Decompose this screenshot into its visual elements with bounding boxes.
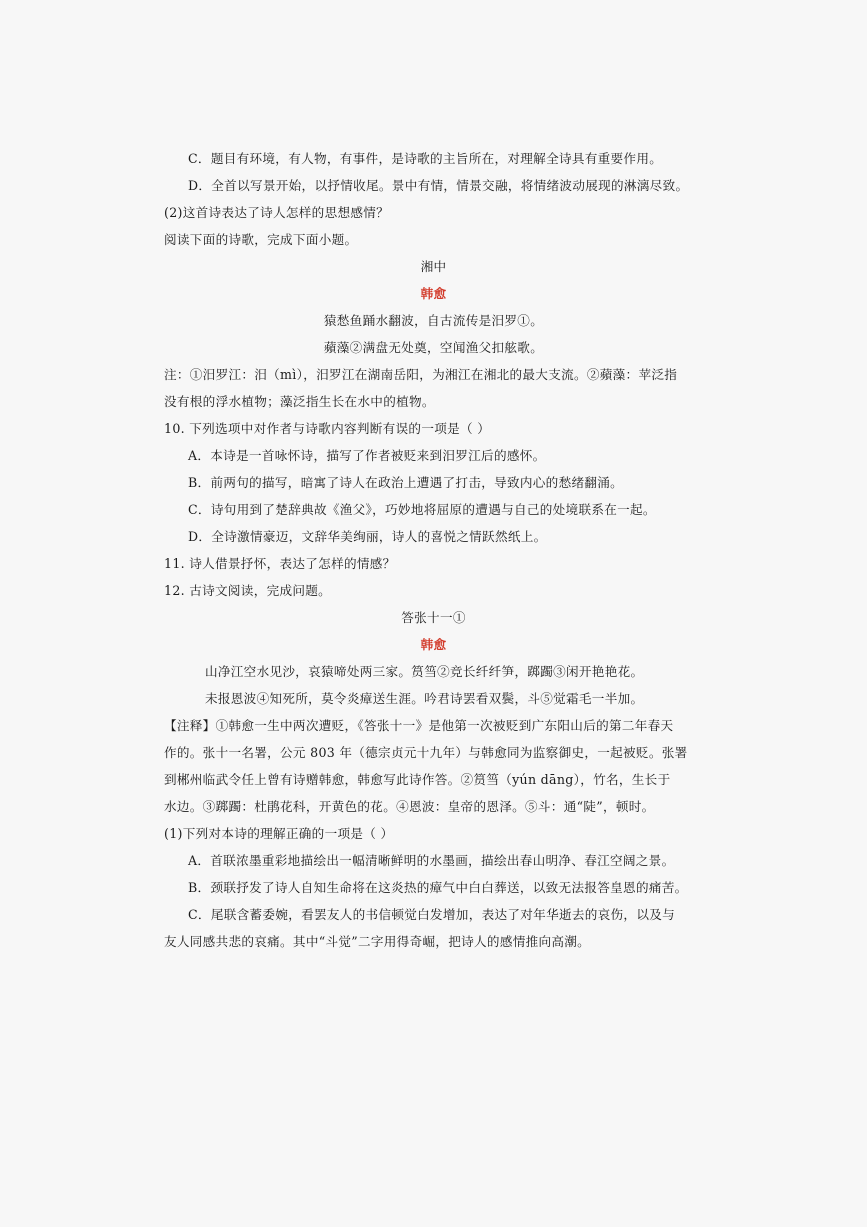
- poem2-line-1: 山净江空水见沙，哀猿啼处两三家。筼筜②竞长纤纤笋，踯躅③闲开艳艳花。: [205, 664, 644, 679]
- question-11-stem: 11. 诗人借景抒怀，表达了怎样的情感？: [164, 556, 396, 571]
- question-10-option-c: C．诗句用到了楚辞典故《渔父》，巧妙地将屈原的遭遇与自己的处境联系在一起。: [188, 502, 656, 517]
- poem2-author: 韩愈: [420, 637, 447, 652]
- reading-instruction: 阅读下面的诗歌，完成下面小题。: [164, 232, 358, 247]
- question-10-option-a: A．本诗是一首咏怀诗，描写了作者被贬来到汨罗江后的感怀。: [188, 448, 546, 463]
- poem1-author: 韩愈: [420, 286, 447, 301]
- question-12-1-option-a: A．首联浓墨重彩地描绘出一幅清晰鲜明的水墨画，描绘出春山明净、春江空阔之景。: [188, 853, 675, 868]
- question-12-1-option-c-line-1: C．尾联含蓄委婉，看罢友人的书信顿觉白发增加，表达了对年华逝去的哀伤，以及与: [188, 907, 676, 922]
- poem1-title: 湘中: [420, 259, 447, 274]
- question-12-1-option-c-line-2: 友人同感共悲的哀痛。其中“斗觉”二字用得奇崛，把诗人的感情推向高潮。: [164, 934, 591, 949]
- question-10-stem: 10. 下列选项中对作者与诗歌内容判断有误的一项是（ ）: [164, 421, 491, 436]
- poem1-line-2: 蘋藻②满盘无处奠，空闻渔父扣舷歌。: [323, 340, 544, 355]
- prev-subquestion-2: (2)这首诗表达了诗人怎样的思想感情？: [164, 205, 390, 220]
- prev-option-d: D．全首以写景开始，以抒情收尾。景中有情，情景交融，将情绪波动展现的淋漓尽致。: [188, 178, 689, 193]
- poem1-note-line-1: 注：①汨罗江：汨（mì），汨罗江在湖南岳阳，为湘江在湘北的最大支流。②蘋藻：苹泛指: [164, 367, 678, 382]
- poem2-title: 答张十一①: [401, 610, 466, 625]
- question-12-stem: 12. 古诗文阅读，完成问题。: [164, 583, 332, 598]
- poem1-line-1: 猿愁鱼踊水翻波，自古流传是汨罗①。: [323, 313, 544, 328]
- poem2-note-line-2: 作的。张十一名署，公元 803 年（德宗贞元十九年）与韩愈同为监察御史，一起被贬。张署: [164, 745, 688, 760]
- question-10-option-b: B．前两句的描写，暗寓了诗人在政治上遭遇了打击，导致内心的愁绪翻涌。: [188, 475, 624, 490]
- question-12-1-stem: (1)下列对本诗的理解正确的一项是（ ）: [164, 826, 394, 841]
- question-12-1-option-b: B．颈联抒发了诗人自知生命将在这炎热的瘴气中白白葬送，以致无法报答皇恩的痛苦。: [188, 880, 688, 895]
- poem1-note-line-2: 没有根的浮水植物；藻泛指生长在水中的植物。: [164, 394, 435, 409]
- poem2-note-line-3: 到郴州临武令任上曾有诗赠韩愈，韩愈写此诗作答。②筼筜（yún dāng），竹名，生长于: [164, 772, 671, 787]
- poem2-line-2: 未报恩波④知死所，莫令炎瘴送生涯。吟君诗罢看双鬓，斗⑤觉霜毛一半加。: [205, 691, 644, 706]
- poem2-note-line-4: 水边。③踯躅：杜鹃花科，开黄色的花。④恩波：皇帝的恩泽。⑤斗：通“陡”，顿时。: [164, 799, 655, 814]
- question-10-option-d: D．全诗激情豪迈，文辞华美绚丽，诗人的喜悦之情跃然纸上。: [188, 529, 547, 544]
- poem2-note-line-1: 【注释】①韩愈一生中两次遭贬，《答张十一》是他第一次被贬到广东阳山后的第二年春天: [164, 718, 674, 733]
- prev-option-c: C．题目有环境，有人物，有事件，是诗歌的主旨所在，对理解全诗具有重要作用。: [188, 151, 663, 166]
